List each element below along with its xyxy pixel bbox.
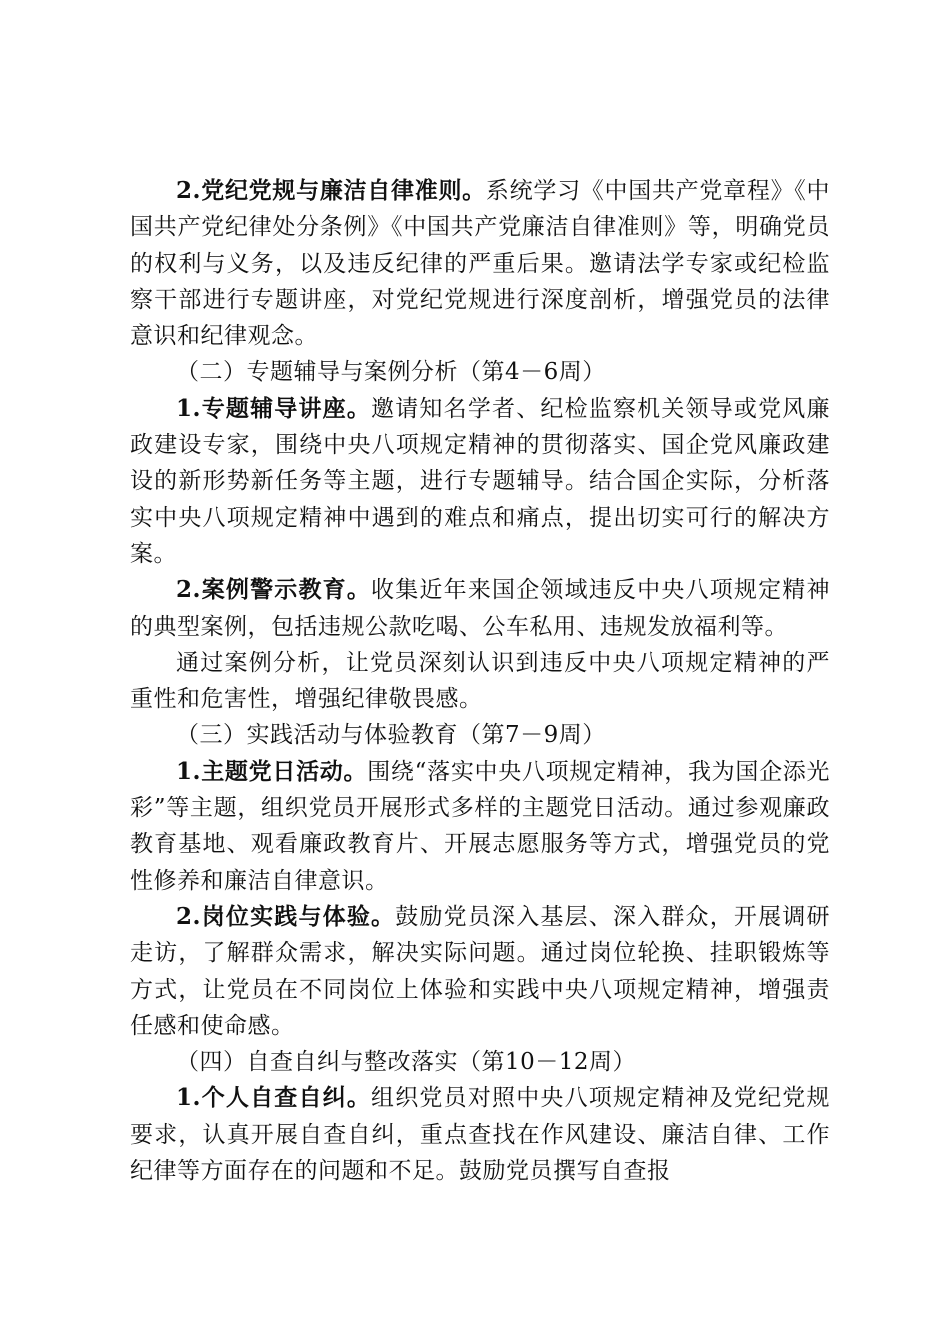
paragraph-lead: 2.案例警示教育。 [176,576,372,604]
paragraph-lead: 1.专题辅导讲座。 [176,394,372,422]
paragraph-text: 围绕“落实中央八项规定精神，我为国企添光彩”等主题，组织党员开展形式多样的主题党日活动。通过参观廉政教育基地、观看廉政教育片、开展志愿服务等方式，增强党员的党性修养和廉洁自律意识。 [130,758,831,894]
paragraph-lead: 2.党纪党规与廉洁自律准则。 [176,177,486,204]
section-heading-4: （四）自查自纠与整改落实（第10－12周） [176,1049,637,1076]
paragraph-party-day [130,754,830,899]
paragraph-self-check [130,1080,830,1189]
paragraph-lead: 1.个人自查自纠。 [176,1084,372,1112]
paragraph-lecture [130,391,830,572]
paragraph-case-warning [130,572,830,645]
paragraph-party-rules [130,173,830,354]
section-heading-2: （二）专题辅导与案例分析（第4－6周） [176,359,606,386]
document-page [130,173,830,1189]
section-heading-3: （三）实践活动与体验教育（第7－9周） [176,722,606,749]
paragraph-lead: 2.岗位实践与体验。 [176,902,396,930]
paragraph-text: 收集近年来国企领域违反中央八项规定精神的典型案例，包括违规公款吃喝、公车私用、违规发放福利等。 [130,577,830,640]
paragraph-case-analysis [130,645,830,718]
paragraph-post-practice [130,899,830,1044]
paragraph-text: 邀请知名学者、纪检监察机关领导或党风廉政建设专家，围绕中央八项规定精神的贯彻落实、国企党风廉政建设的新形势新任务等主题，进行专题辅导。结合国企实际，分析落实中央八项规定精神中遇到的难点和痛点，提出切实可行的解决方案。 [130,395,830,567]
paragraph-text: 组织党员对照中央八项规定精神及党纪党规要求，认真开展自查自纠，重点查找在作风建设、廉洁自律、工作纪律等方面存在的问题和不足。鼓励党员撰写自查报 [130,1085,830,1185]
paragraph-text: 通过案例分析，让党员深刻认识到违反中央八项规定精神的严重性和危害性，增强纪律敬畏感。 [130,649,830,713]
paragraph-text: 系统学习《中国共产党章程》《中国共产党纪律处分条例》《中国共产党廉洁自律准则》等，明确党员的权利与义务，以及违反纪律的严重后果。邀请法学专家或纪检监察干部进行专题讲座，对党纪党规进行深度剖析，增强党员的法律意识和纪律观念。 [130,178,831,350]
paragraph-lead: 1.主题党日活动。 [176,757,368,785]
paragraph-text: 鼓励党员深入基层、深入群众，开展调研走访，了解群众需求，解决实际问题。通过岗位轮换、挂职锻炼等方式，让党员在不同岗位上体验和实践中央八项规定精神，增强责任感和使命感。 [130,903,831,1039]
